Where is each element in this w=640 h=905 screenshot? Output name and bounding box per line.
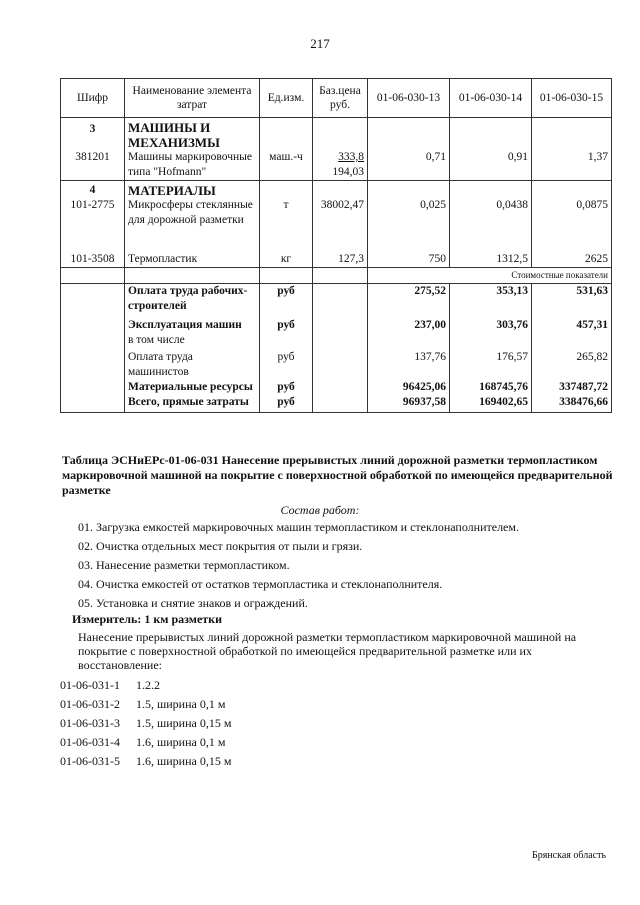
summary-value-13: 275,52	[368, 284, 450, 315]
summary-name: Всего, прямые затраты	[125, 395, 260, 413]
list-item	[60, 754, 231, 773]
row-value-14: 0,0438	[450, 198, 532, 252]
summary-unit: руб	[260, 284, 313, 315]
summary-value-15: 265,82	[532, 348, 612, 380]
code: 01-06-031-4	[60, 735, 120, 749]
list-item: 05. Установка и снятие знаков и ограждений.	[78, 596, 308, 610]
header-price: Баз.цена руб.	[313, 79, 368, 118]
list-item	[60, 716, 231, 735]
summary-value-13: 96425,06	[368, 380, 450, 395]
summary-row-materials	[61, 380, 612, 395]
summary-name: Оплата труда рабочих-строителей	[125, 284, 260, 315]
summary-row-including	[61, 333, 612, 348]
summary-value-13: 96937,58	[368, 395, 450, 413]
list-item: 01. Загрузка емкостей маркировочных машин термопластиком и стеклонаполнителем.	[78, 520, 519, 534]
summary-row-total	[61, 395, 612, 413]
summary-row-machines	[61, 314, 612, 333]
summary-unit: руб	[260, 395, 313, 413]
list-item	[60, 678, 231, 697]
section-4-number: 4	[61, 181, 125, 199]
summary-value-13: 137,76	[368, 348, 450, 380]
summary-name: в том числе	[125, 333, 260, 348]
table-title: Таблица ЭСНиЕРс-01-06-031 Нанесение прерывистых линий дорожной разметки термопластиком маркировочной машиной на покрытие с поверхностной обработкой по имеющейся предварительной разметке	[62, 453, 613, 497]
cost-label-row	[61, 268, 612, 284]
summary-name: Материальные ресурсы	[125, 380, 260, 395]
row-value-13: 0,025	[368, 198, 450, 252]
row-code: 101-2775	[61, 198, 125, 252]
row-value-15: 1,37	[532, 150, 612, 181]
code: 01-06-031-3	[60, 716, 120, 730]
summary-unit: руб	[260, 314, 313, 333]
summary-name: Оплата труда машинистов	[125, 348, 260, 380]
header-col-13: 01-06-030-13	[368, 79, 450, 118]
list-item: 02. Очистка отдельных мест покрытия от пыли и грязи.	[78, 539, 363, 553]
summary-value-15: 338476,66	[532, 395, 612, 413]
header-col-14: 01-06-030-14	[450, 79, 532, 118]
row-value-15: 2625	[532, 252, 612, 268]
row-code: 381201	[61, 150, 125, 181]
summary-row-labor	[61, 284, 612, 315]
row-value-14: 1312,5	[450, 252, 532, 268]
list-item	[60, 697, 231, 716]
codes-list	[60, 678, 231, 773]
summary-value-14: 169402,65	[450, 395, 532, 413]
table-row	[61, 252, 612, 268]
summary-value-14: 168745,76	[450, 380, 532, 395]
footer-region: Брянская область	[531, 850, 606, 861]
section-3-number: 3	[61, 118, 125, 151]
summary-row-operators	[61, 348, 612, 380]
meter-label: Измеритель: 1 км разметки	[72, 612, 223, 626]
summary-unit: руб	[260, 380, 313, 395]
section-3-title: МАШИНЫ И МЕХАНИЗМЫ	[125, 118, 260, 151]
code-description: 1.2.2	[136, 678, 160, 692]
list-item: 04. Очистка емкостей от остатков термопластика и стеклонаполнителя.	[78, 577, 443, 591]
summary-value-14: 353,13	[450, 284, 532, 315]
row-name: Термопластик	[125, 252, 260, 268]
summary-name: Эксплуатация машин	[125, 314, 260, 333]
row-name: Микросферы стеклянные для дорожной разметки	[125, 198, 260, 252]
code-description: 1.6, ширина 0,1 м	[136, 735, 226, 749]
row-price: 127,3	[313, 252, 368, 268]
header-code: Шифр	[61, 79, 125, 118]
list-item	[60, 735, 231, 754]
section-4-title-row	[61, 181, 612, 199]
summary-unit: руб	[260, 348, 313, 380]
code: 01-06-031-5	[60, 754, 120, 768]
price-top: 333,8	[338, 151, 364, 163]
header-unit: Ед.изм.	[260, 79, 313, 118]
list-item: 03. Нанесение разметки термопластиком.	[78, 558, 290, 572]
table-row	[61, 198, 612, 252]
code-description: 1.5, ширина 0,1 м	[136, 697, 226, 711]
table-header-row	[61, 79, 612, 118]
meter-description: Нанесение прерывистых линий дорожной разметки термопластиком маркировочной машиной на покрытие с поверхностной обработкой по имеющейся предварительной разметке или их восстановление:	[78, 630, 577, 672]
summary-value-15: 531,63	[532, 284, 612, 315]
row-unit: маш.-ч	[260, 150, 313, 181]
page-number: 217	[310, 36, 330, 51]
cost-table	[60, 78, 612, 413]
summary-value-14: 303,76	[450, 314, 532, 333]
row-code: 101-3508	[61, 252, 125, 268]
row-price: 38002,47	[313, 198, 368, 252]
row-value-15: 0,0875	[532, 198, 612, 252]
row-value-13: 750	[368, 252, 450, 268]
summary-value-13: 237,00	[368, 314, 450, 333]
summary-value-14: 176,57	[450, 348, 532, 380]
code: 01-06-031-1	[60, 678, 120, 692]
row-name: Машины маркировочные типа "Hofmann"	[125, 150, 260, 181]
row-unit: т	[260, 198, 313, 252]
row-value-14: 0,91	[450, 150, 532, 181]
header-name: Наименование элемента затрат	[125, 79, 260, 118]
summary-value-15: 337487,72	[532, 380, 612, 395]
row-unit: кг	[260, 252, 313, 268]
works-header: Состав работ:	[280, 503, 360, 517]
header-col-15: 01-06-030-15	[532, 79, 612, 118]
code: 01-06-031-2	[60, 697, 120, 711]
code-description: 1.5, ширина 0,15 м	[136, 716, 232, 730]
summary-value-15: 457,31	[532, 314, 612, 333]
row-value-13: 0,71	[368, 150, 450, 181]
price-bottom: 194,03	[332, 166, 364, 178]
code-description: 1.6, ширина 0,15 м	[136, 754, 232, 768]
table-row	[61, 150, 612, 181]
works-list	[78, 520, 618, 615]
row-price	[313, 150, 368, 181]
section-3-title-row	[61, 118, 612, 151]
cost-indicators-label: Стоимостные показатели	[368, 268, 612, 284]
section-4-title: МАТЕРИАЛЫ	[125, 181, 260, 199]
